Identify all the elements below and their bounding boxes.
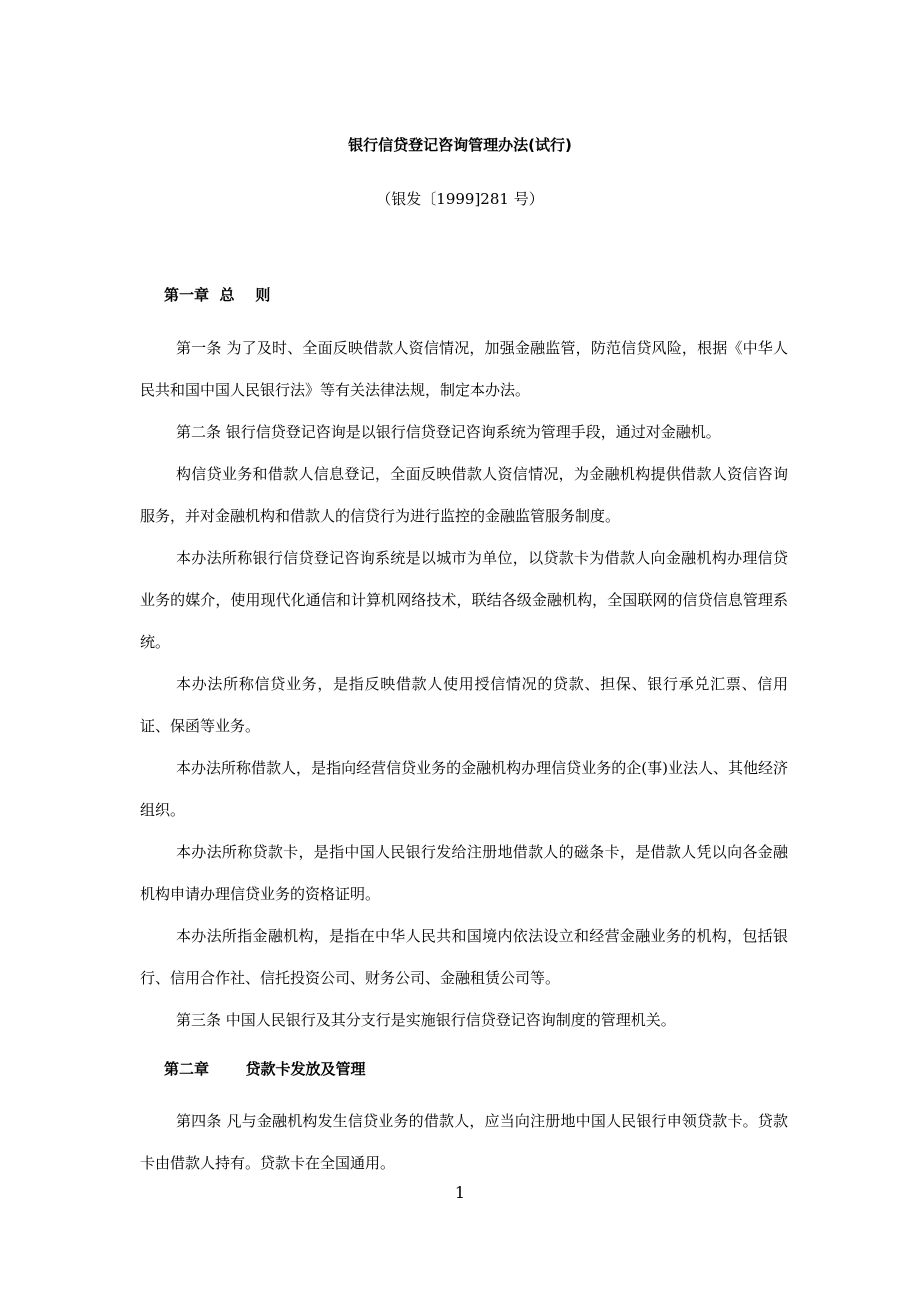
chapter-2-heading: 第二章 贷款卡发放及管理 <box>164 1060 366 1078</box>
paragraph: 本办法所称借款人，是指向经营信贷业务的金融机构办理信贷业务的企(事)业法人、其他经济组织。 <box>140 759 788 819</box>
paragraph: 本办法所称信贷业务，是指反映借款人使用授信情况的贷款、担保、银行承兑汇票、信用证、保函等业务。 <box>140 675 788 735</box>
paragraph: 第四条 凡与金融机构发生信贷业务的借款人，应当向注册地中国人民银行申领贷款卡。贷款卡由借款人持有。贷款卡在全国通用。 <box>140 1112 788 1172</box>
paragraph: 第三条 中国人民银行及其分支行是实施银行信贷登记咨询制度的管理机关。 <box>176 1011 676 1029</box>
paragraph: 第一条 为了及时、全面反映借款人资信情况，加强金融监管，防范信贷风险，根据《中华人民共和国中国人民银行法》等有关法律法规，制定本办法。 <box>140 339 788 399</box>
paragraph: 构信贷业务和借款人信息登记，全面反映借款人资信情况，为金融机构提供借款人资信咨询服务，并对金融机构和借款人的信贷行为进行监控的金融监管服务制度。 <box>140 465 788 525</box>
paragraph: 本办法所指金融机构，是指在中华人民共和国境内依法设立和经营金融业务的机构，包括银行、信用合作社、信托投资公司、财务公司、金融租赁公司等。 <box>140 927 788 987</box>
chapter-1-heading: 第一章 总 则 <box>164 286 271 304</box>
document-title: 银行信贷登记咨询管理办法(试行) <box>348 136 572 154</box>
document-number: （银发〔1999]281 号） <box>376 190 544 208</box>
paragraph: 第二条 银行信贷登记咨询是以银行信贷登记咨询系统为管理手段，通过对金融机。 <box>176 423 721 441</box>
page-number: 1 <box>454 1183 466 1202</box>
paragraph: 本办法所称贷款卡，是指中国人民银行发给注册地借款人的磁条卡，是借款人凭以向各金融机构申请办理信贷业务的资格证明。 <box>140 843 788 903</box>
paragraph: 本办法所称银行信贷登记咨询系统是以城市为单位，以贷款卡为借款人向金融机构办理信贷业务的媒介，使用现代化通信和计算机网络技术，联结各级金融机构，全国联网的信贷信息管理系统。 <box>140 549 788 651</box>
